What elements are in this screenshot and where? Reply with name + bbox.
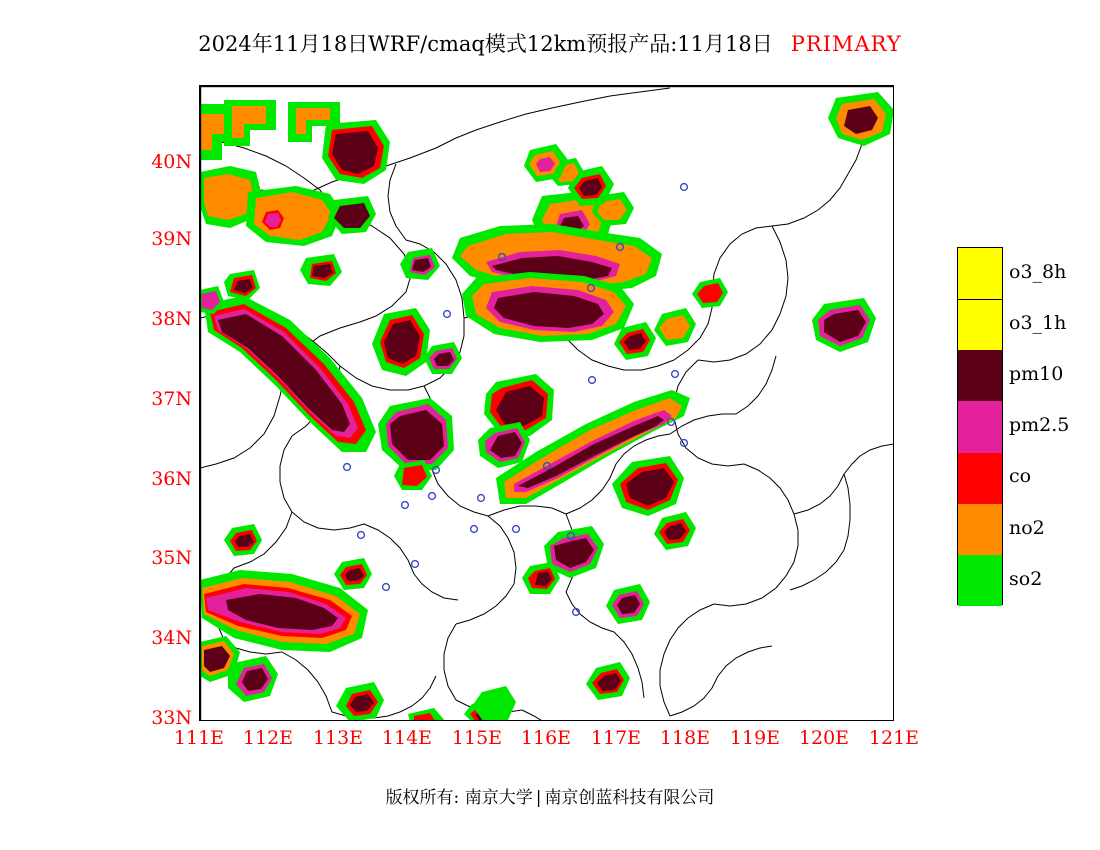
legend-colorbar	[957, 247, 1003, 605]
legend-swatch-no2	[958, 504, 1002, 555]
legend-label-o3-8h: o3_8h	[1009, 261, 1067, 283]
legend-label-pm25: pm2.5	[1009, 414, 1070, 436]
page-title	[0, 28, 1100, 58]
copyright-footer	[0, 783, 1100, 808]
axis-label-lat-33: 33N	[151, 707, 192, 729]
copyright-owner: 版权所有: 南京大学	[385, 788, 533, 808]
axis-label-lat-39: 39N	[151, 228, 192, 250]
legend-label-o3-1h: o3_1h	[1009, 312, 1067, 334]
legend-swatch-pm25	[958, 401, 1002, 452]
legend-labels	[1009, 247, 1099, 605]
map-canvas	[200, 86, 893, 720]
legend-swatch-o3-8h	[958, 248, 1002, 299]
axis-label-lon-117: 117E	[590, 727, 642, 749]
axis-label-lat-37: 37N	[151, 388, 192, 410]
axis-label-lon-119: 119E	[729, 727, 781, 749]
axis-label-lon-116: 116E	[520, 727, 572, 749]
axis-label-lon-111: 111E	[173, 727, 225, 749]
page-title-primary-badge: PRIMARY	[790, 32, 902, 56]
axis-label-lon-113: 113E	[312, 727, 364, 749]
axis-label-lat-38: 38N	[151, 308, 192, 330]
axis-label-lon-120: 120E	[798, 727, 850, 749]
axis-label-lat-34: 34N	[151, 627, 192, 649]
axis-label-lat-40: 40N	[151, 151, 192, 173]
footer-separator: |	[535, 788, 542, 808]
axis-label-lon-112: 112E	[242, 727, 294, 749]
legend-swatch-pm10	[958, 350, 1002, 401]
legend-label-pm10: pm10	[1009, 363, 1064, 385]
legend-swatch-co	[958, 453, 1002, 504]
forecast-map[interactable]	[199, 85, 894, 721]
legend-label-co: co	[1009, 465, 1032, 487]
axis-label-lon-118: 118E	[659, 727, 711, 749]
axis-label-lat-36: 36N	[151, 468, 192, 490]
page-title-text: 2024年11月18日WRF/cmaq模式12km预报产品:11月18日	[198, 32, 773, 56]
legend-label-no2: no2	[1009, 517, 1045, 539]
axis-label-lon-114: 114E	[381, 727, 433, 749]
legend-label-so2: so2	[1009, 568, 1043, 590]
axis-label-lat-35: 35N	[151, 547, 192, 569]
axis-label-lon-115: 115E	[451, 727, 503, 749]
copyright-company: 南京创蓝科技有限公司	[544, 788, 715, 808]
axis-label-lon-121: 121E	[868, 727, 920, 749]
legend-swatch-o3-1h	[958, 299, 1002, 350]
legend-swatch-so2	[958, 555, 1002, 606]
